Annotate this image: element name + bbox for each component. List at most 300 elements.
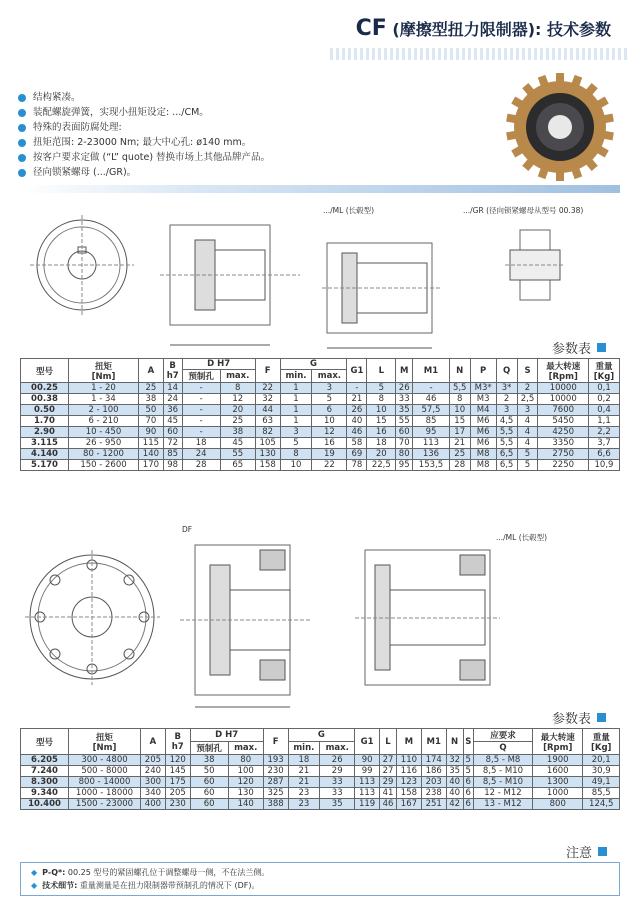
- table-cell: 33: [320, 777, 355, 788]
- table-cell: M3*: [470, 383, 496, 394]
- note-key: P-Q*:: [42, 868, 66, 877]
- table-cell: 115: [139, 438, 164, 449]
- table-cell: 10: [367, 405, 396, 416]
- table-cell: 340: [141, 788, 166, 799]
- table-cell: 110: [397, 755, 422, 766]
- table-cell: 0,2: [588, 394, 619, 405]
- table-cell: 78: [347, 460, 367, 471]
- table-cell: 119: [355, 799, 380, 810]
- sprocket-product-image: [505, 72, 615, 182]
- table-cell: 13 - M12: [473, 799, 532, 810]
- feature-item: [18, 135, 270, 150]
- table-cell: 27: [380, 766, 397, 777]
- table-row: [21, 788, 620, 799]
- th-d: D H7: [182, 359, 255, 370]
- table-cell: 3,7: [588, 438, 619, 449]
- table-cell: 140: [228, 799, 263, 810]
- table-cell: 20: [367, 449, 396, 460]
- spec-table-1: [20, 358, 620, 471]
- note-item: [31, 866, 609, 879]
- table-cell: 6,5: [496, 460, 517, 471]
- table-cell: -: [182, 427, 220, 438]
- table-cell: 95: [396, 460, 413, 471]
- table1-body: [21, 383, 620, 471]
- table-cell: 32: [255, 394, 280, 405]
- table-cell: 124,5: [583, 799, 620, 810]
- table-cell: 26: [320, 755, 355, 766]
- table-cell: 46: [380, 799, 397, 810]
- table-cell: 2: [496, 394, 517, 405]
- th-speed-unit: [Rpm]: [548, 371, 578, 382]
- th-torque-label: 扭矩: [95, 732, 113, 743]
- table-cell: 35: [320, 799, 355, 810]
- note-key: 技术细节:: [42, 881, 78, 890]
- table-cell: 10000: [538, 383, 588, 394]
- table-cell: 1 - 20: [69, 383, 139, 394]
- table-cell: 5.170: [21, 460, 69, 471]
- table-cell: 10 - 450: [69, 427, 139, 438]
- table-cell: 6,5: [496, 449, 517, 460]
- table-cell: 8: [280, 449, 312, 460]
- table-cell: 12: [312, 427, 347, 438]
- table-cell: 1000: [533, 788, 583, 799]
- th-n: N: [449, 359, 470, 383]
- table-cell: 300 - 4800: [69, 755, 141, 766]
- feature-item: [18, 120, 270, 135]
- table-cell: 5,5: [496, 438, 517, 449]
- table-cell: 85: [163, 449, 182, 460]
- table-cell: 5: [463, 755, 473, 766]
- table-cell: 8,5 - M10: [473, 766, 532, 777]
- bullet-icon: [18, 124, 26, 132]
- th-b-label: B: [174, 731, 181, 742]
- table-row: [21, 755, 620, 766]
- th-g-max: max.: [320, 742, 355, 755]
- table-cell: 72: [163, 438, 182, 449]
- bullet-icon: [18, 154, 26, 162]
- table-cell: 26: [396, 383, 413, 394]
- table-cell: 3350: [538, 438, 588, 449]
- table-cell: 8: [220, 383, 255, 394]
- table-cell: 70: [139, 416, 164, 427]
- table-cell: 24: [163, 394, 182, 405]
- table-cell: 2.90: [21, 427, 69, 438]
- table-cell: -: [182, 405, 220, 416]
- th-a: A: [141, 729, 166, 755]
- table-cell: 26 - 950: [69, 438, 139, 449]
- table-cell: 25: [220, 416, 255, 427]
- table-cell: 80 - 1200: [69, 449, 139, 460]
- table-cell: 60: [190, 799, 228, 810]
- table-cell: 8: [367, 394, 396, 405]
- table-cell: 12: [220, 394, 255, 405]
- table-cell: 123: [397, 777, 422, 788]
- table-cell: 2,2: [588, 427, 619, 438]
- table-cell: 388: [263, 799, 288, 810]
- table-cell: 7600: [538, 405, 588, 416]
- th-g: G: [288, 729, 355, 742]
- table-row: [21, 799, 620, 810]
- table-cell: 4,5: [496, 416, 517, 427]
- feature-text: 径向锁紧螺母 (.../GR)。: [33, 167, 137, 178]
- feature-item: [18, 150, 270, 165]
- table-cell: 50: [190, 766, 228, 777]
- table-cell: 6: [312, 405, 347, 416]
- table-cell: 5: [517, 460, 538, 471]
- th-m1: M1: [413, 359, 450, 383]
- table-cell: 130: [255, 449, 280, 460]
- section-label-text: 注意: [566, 846, 593, 861]
- table-cell: 167: [397, 799, 422, 810]
- th-weight-label: 重量: [595, 361, 613, 372]
- table-cell: 14: [163, 383, 182, 394]
- table-cell: 205: [141, 755, 166, 766]
- th-speed: [533, 729, 583, 755]
- table-cell: 0,1: [588, 383, 619, 394]
- th-d: D H7: [190, 729, 263, 742]
- th-weight-label: 重量: [592, 732, 610, 743]
- table-cell: 1.70: [21, 416, 69, 427]
- table-cell: 42: [446, 799, 463, 810]
- table-cell: 1000 - 18000: [69, 788, 141, 799]
- table-cell: 30,9: [583, 766, 620, 777]
- table-cell: 120: [228, 777, 263, 788]
- feature-list: [18, 90, 270, 180]
- header: [0, 8, 641, 68]
- ml-label: .../ML (长毂型): [323, 206, 375, 215]
- table1-section-label: [552, 338, 606, 357]
- table-cell: 3*: [496, 383, 517, 394]
- th-g1: G1: [347, 359, 367, 383]
- table-cell: 0,4: [588, 405, 619, 416]
- table-cell: 145: [165, 766, 190, 777]
- table-cell: 4: [517, 438, 538, 449]
- table-cell: 21: [288, 766, 320, 777]
- table-cell: 23: [288, 788, 320, 799]
- table-cell: 25: [449, 449, 470, 460]
- table-cell: 18: [182, 438, 220, 449]
- table-cell: 5,5: [449, 383, 470, 394]
- th-d-max: max.: [220, 370, 255, 383]
- th-g-min: min.: [288, 742, 320, 755]
- table-cell: 60: [396, 427, 413, 438]
- th-weight: [583, 729, 620, 755]
- table-cell: 4: [517, 416, 538, 427]
- th-model: 型号: [21, 359, 69, 383]
- table-cell: 16: [367, 427, 396, 438]
- table-cell: M8: [470, 460, 496, 471]
- spec-table-2: [20, 728, 620, 810]
- table-cell: 00.25: [21, 383, 69, 394]
- feature-text: 装配螺旋弹簧，实现小扭矩设定: .../CM。: [33, 107, 209, 118]
- th-torque-unit: [Nm]: [91, 371, 116, 382]
- table-cell: 80: [228, 755, 263, 766]
- th-b-label: B: [169, 360, 176, 371]
- table-cell: 55: [220, 449, 255, 460]
- feature-item: [18, 165, 270, 180]
- table-cell: 55: [396, 416, 413, 427]
- table-cell: 1: [280, 383, 312, 394]
- th-f: F: [255, 359, 280, 383]
- table-cell: 26: [347, 405, 367, 416]
- table-cell: 7.240: [21, 766, 69, 777]
- th-g-max: max.: [312, 370, 347, 383]
- table-cell: 00.38: [21, 394, 69, 405]
- table-cell: M3: [470, 394, 496, 405]
- table-cell: 2: [517, 383, 538, 394]
- table-cell: 2750: [538, 449, 588, 460]
- table-cell: 300: [141, 777, 166, 788]
- table-cell: 60: [163, 427, 182, 438]
- table-cell: 35: [446, 766, 463, 777]
- th-speed-label: 最大转速: [546, 361, 581, 372]
- square-icon: [598, 847, 607, 856]
- table-cell: 4.140: [21, 449, 69, 460]
- table-cell: 35: [396, 405, 413, 416]
- table-cell: 4: [517, 427, 538, 438]
- th-b-tol: h7: [171, 741, 184, 752]
- table-cell: 136: [413, 449, 450, 460]
- table-cell: 1: [280, 405, 312, 416]
- table-cell: 500 - 8000: [69, 766, 141, 777]
- th-req-q: Q: [473, 742, 532, 755]
- title-cf: CF: [355, 16, 387, 41]
- table-cell: 85: [413, 416, 450, 427]
- table-cell: 1300: [533, 777, 583, 788]
- table-cell: 90: [355, 755, 380, 766]
- table-cell: 2,5: [517, 394, 538, 405]
- table-cell: 38: [190, 755, 228, 766]
- table-cell: 18: [367, 438, 396, 449]
- th-m: M: [396, 359, 413, 383]
- feature-item: [18, 90, 270, 105]
- table-cell: 21: [449, 438, 470, 449]
- table-cell: 44: [255, 405, 280, 416]
- table-cell: -: [413, 383, 450, 394]
- section-view-drawing: [160, 205, 310, 355]
- table-cell: 153,5: [413, 460, 450, 471]
- table-cell: 5,5: [496, 427, 517, 438]
- table-cell: 18: [288, 755, 320, 766]
- table-cell: 27: [380, 755, 397, 766]
- table-cell: 6.205: [21, 755, 69, 766]
- square-icon: [597, 713, 606, 722]
- table-cell: 57,5: [413, 405, 450, 416]
- bullet-icon: [18, 109, 26, 117]
- table-cell: 3: [517, 405, 538, 416]
- table-cell: 85,5: [583, 788, 620, 799]
- table-cell: 28: [449, 460, 470, 471]
- th-speed: [538, 359, 588, 383]
- table-cell: 28: [182, 460, 220, 471]
- table-cell: 41: [380, 788, 397, 799]
- table-cell: 3: [496, 405, 517, 416]
- table-cell: 10000: [538, 394, 588, 405]
- table-cell: 130: [228, 788, 263, 799]
- table-cell: -: [182, 416, 220, 427]
- table-cell: 140: [139, 449, 164, 460]
- feature-text: 按客户要求定做 (“L” quote) 替换市场上其他品牌产品。: [33, 152, 271, 163]
- table-cell: 238: [421, 788, 446, 799]
- table-cell: 45: [220, 438, 255, 449]
- section-divider: [20, 185, 620, 193]
- table-cell: 23: [288, 799, 320, 810]
- table-cell: 40: [446, 777, 463, 788]
- table-cell: 46: [413, 394, 450, 405]
- table-cell: 21: [288, 777, 320, 788]
- table-cell: 22,5: [367, 460, 396, 471]
- table-cell: 3: [280, 427, 312, 438]
- th-torque-unit: [Nm]: [92, 742, 117, 753]
- table-cell: -: [347, 383, 367, 394]
- table-row: [21, 383, 620, 394]
- th-q: Q: [496, 359, 517, 383]
- table-cell: 174: [421, 755, 446, 766]
- table-cell: 5: [312, 394, 347, 405]
- table-row: [21, 766, 620, 777]
- table-cell: 175: [165, 777, 190, 788]
- table-cell: 80: [396, 449, 413, 460]
- notes-box: [20, 862, 620, 896]
- table-cell: 25: [139, 383, 164, 394]
- table-cell: 10: [449, 405, 470, 416]
- front-view-drawing: [20, 210, 150, 320]
- table-cell: 120: [165, 755, 190, 766]
- radial-nut-drawing: [505, 225, 565, 305]
- th-n: N: [446, 729, 463, 755]
- feature-text: 扭矩范围: 2-23000 Nm; 最大中心孔: ø140 mm。: [33, 137, 252, 148]
- table-cell: 5: [280, 438, 312, 449]
- th-b: [165, 729, 190, 755]
- table-cell: 8: [449, 394, 470, 405]
- th-m1: M1: [421, 729, 446, 755]
- table-cell: 58: [347, 438, 367, 449]
- th-weight-unit: [Kg]: [590, 742, 612, 753]
- table-cell: 38: [139, 394, 164, 405]
- table-row: [21, 427, 620, 438]
- bullet-icon: [18, 169, 26, 177]
- table-row: [21, 777, 620, 788]
- ml2-label: .../ML (长毂型): [496, 533, 548, 542]
- feature-text: 特殊的表面防腐处理:: [33, 122, 122, 133]
- table-cell: 70: [396, 438, 413, 449]
- table-cell: 205: [165, 788, 190, 799]
- th-b-tol: h7: [166, 370, 179, 381]
- table-cell: 38: [220, 427, 255, 438]
- table-cell: 32: [446, 755, 463, 766]
- table-cell: 193: [263, 755, 288, 766]
- table-cell: 113: [413, 438, 450, 449]
- th-b: [163, 359, 182, 383]
- table-cell: 21: [347, 394, 367, 405]
- diamond-icon: ◆: [31, 881, 38, 890]
- table-cell: 113: [355, 777, 380, 788]
- table-cell: 46: [347, 427, 367, 438]
- note-text: 00.25 型号的紧固螺孔位于调整螺母一侧，不在法兰侧。: [65, 868, 270, 877]
- table-cell: 40: [347, 416, 367, 427]
- table-cell: 2250: [538, 460, 588, 471]
- table-cell: 8,5 - M10: [473, 777, 532, 788]
- table-cell: 29: [380, 777, 397, 788]
- page-title: [356, 16, 611, 41]
- th-l: L: [367, 359, 396, 383]
- table-cell: 5450: [538, 416, 588, 427]
- df-label: DF: [182, 525, 193, 534]
- th-weight-unit: [Kg]: [593, 371, 615, 382]
- table-cell: 800 - 14000: [69, 777, 141, 788]
- table-cell: 36: [163, 405, 182, 416]
- gr-label: .../GR (径向锁紧螺母从型号 00.38): [463, 206, 584, 215]
- table-cell: 150 - 2600: [69, 460, 139, 471]
- df-long-hub-drawing: [355, 540, 505, 700]
- th-p: P: [470, 359, 496, 383]
- table-cell: 10: [280, 460, 312, 471]
- table-cell: 105: [255, 438, 280, 449]
- table-cell: 1 - 34: [69, 394, 139, 405]
- table-cell: 100: [228, 766, 263, 777]
- table-cell: 33: [320, 788, 355, 799]
- th-d-pre: 预制孔: [182, 370, 220, 383]
- table-row: [21, 460, 620, 471]
- table-cell: 40: [446, 788, 463, 799]
- table-cell: 45: [163, 416, 182, 427]
- table-cell: 251: [421, 799, 446, 810]
- df-section-view-drawing: [180, 535, 320, 715]
- table-cell: 1500 - 23000: [69, 799, 141, 810]
- table-cell: 113: [355, 788, 380, 799]
- table-cell: 6,6: [588, 449, 619, 460]
- table-cell: 24: [182, 449, 220, 460]
- table-cell: M6: [470, 416, 496, 427]
- table-row: [21, 449, 620, 460]
- table-cell: 230: [165, 799, 190, 810]
- table-cell: 29: [320, 766, 355, 777]
- table-cell: 22: [312, 460, 347, 471]
- table-cell: 16: [312, 438, 347, 449]
- bullet-icon: [18, 139, 26, 147]
- th-g1: G1: [355, 729, 380, 755]
- table-cell: 203: [421, 777, 446, 788]
- table-cell: 3.115: [21, 438, 69, 449]
- th-torque: [69, 729, 141, 755]
- table-cell: 69: [347, 449, 367, 460]
- table-cell: 4250: [538, 427, 588, 438]
- feature-item: [18, 105, 270, 120]
- notes-section-label: [566, 842, 607, 861]
- long-hub-drawing: [322, 218, 442, 358]
- diamond-icon: ◆: [31, 868, 38, 877]
- table-cell: 63: [255, 416, 280, 427]
- table-cell: 15: [449, 416, 470, 427]
- table-cell: 3: [312, 383, 347, 394]
- table-cell: 6: [463, 799, 473, 810]
- table-row: [21, 416, 620, 427]
- table-row: [21, 405, 620, 416]
- header-stripe: [330, 48, 630, 60]
- table-cell: 10.400: [21, 799, 69, 810]
- table-cell: 99: [355, 766, 380, 777]
- table-cell: 95: [413, 427, 450, 438]
- table-cell: 287: [263, 777, 288, 788]
- table-cell: 158: [397, 788, 422, 799]
- th-weight: [588, 359, 619, 383]
- th-f: F: [263, 729, 288, 755]
- th-d-max: max.: [228, 742, 263, 755]
- table-cell: 20: [220, 405, 255, 416]
- table-cell: 240: [141, 766, 166, 777]
- table-cell: 6: [463, 777, 473, 788]
- table-cell: 49,1: [583, 777, 620, 788]
